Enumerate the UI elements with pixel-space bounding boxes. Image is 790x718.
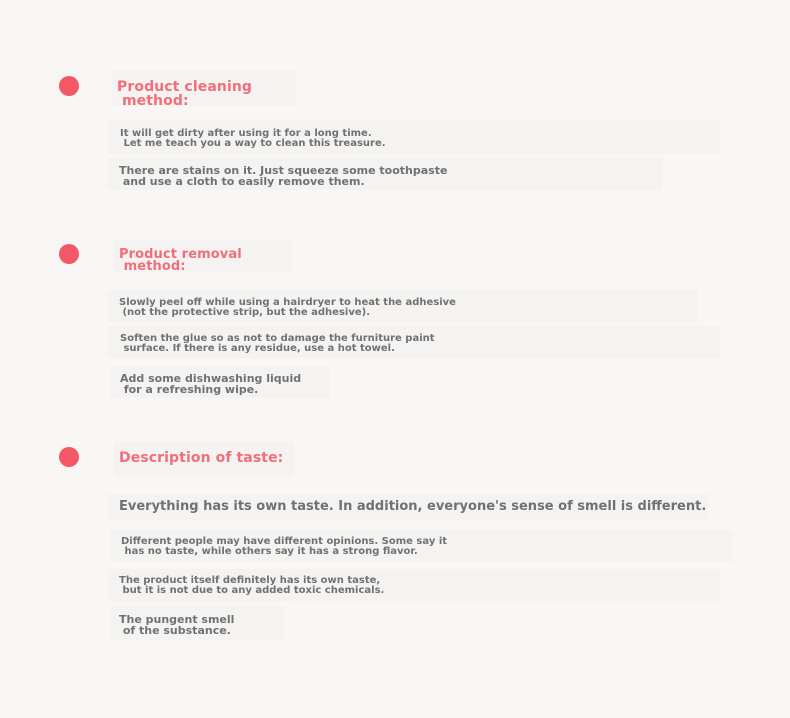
taste-paragraph-4: The pungent smell of the substance.: [119, 613, 235, 637]
cleaning-paragraph-2-box: [108, 158, 662, 190]
section-title-cleaning: Product cleaning method:: [117, 79, 253, 109]
removal-title-box: [114, 240, 292, 272]
taste-paragraph-2-box: [110, 530, 732, 562]
removal-paragraph-1-box: [108, 290, 698, 322]
section-title-taste: Description of taste:: [119, 450, 284, 466]
removal-paragraph-3: Add some dishwashing liquid for a refreshing wipe.: [120, 372, 302, 396]
cleaning-title-box: [112, 70, 296, 109]
removal-paragraph-2: Soften the glue so as not to damage the furniture paint surface. If there is any residue, use a hot towel.: [120, 333, 435, 354]
cleaning-paragraph-2: There are stains on it. Just squeeze some toothpaste and use a cloth to easily remove them.: [119, 164, 448, 188]
taste-paragraph-3: The product itself definitely has its own taste, but it is not due to any added toxic chemicals.: [119, 575, 385, 596]
section-bullet-cleaning: [59, 76, 79, 96]
taste-title-box: [114, 442, 294, 476]
taste-paragraph-4-box: [110, 606, 284, 640]
removal-paragraph-3-box: [110, 366, 330, 398]
taste-paragraph-2: Different people may have different opinions. Some say it has no taste, while others say it has a strong flavor.: [121, 536, 448, 557]
section-title-removal: Product removal method:: [119, 247, 242, 274]
cleaning-paragraph-1-box: [108, 120, 720, 154]
cleaning-paragraph-1: It will get dirty after using it for a long time. Let me teach you a way to clean this treasure.: [120, 128, 386, 149]
removal-paragraph-1: Slowly peel off while using a hairdryer to heat the adhesive (not the protective strip, but the adhesive).: [119, 297, 456, 318]
taste-paragraph-1: Everything has its own taste. In addition, everyone's sense of smell is different.: [119, 499, 707, 514]
removal-paragraph-2-box: [108, 326, 720, 358]
section-bullet-removal: [59, 244, 79, 264]
section-bullet-taste: [59, 447, 79, 467]
taste-paragraph-1-box: [108, 494, 708, 520]
taste-paragraph-3-box: [108, 569, 720, 601]
